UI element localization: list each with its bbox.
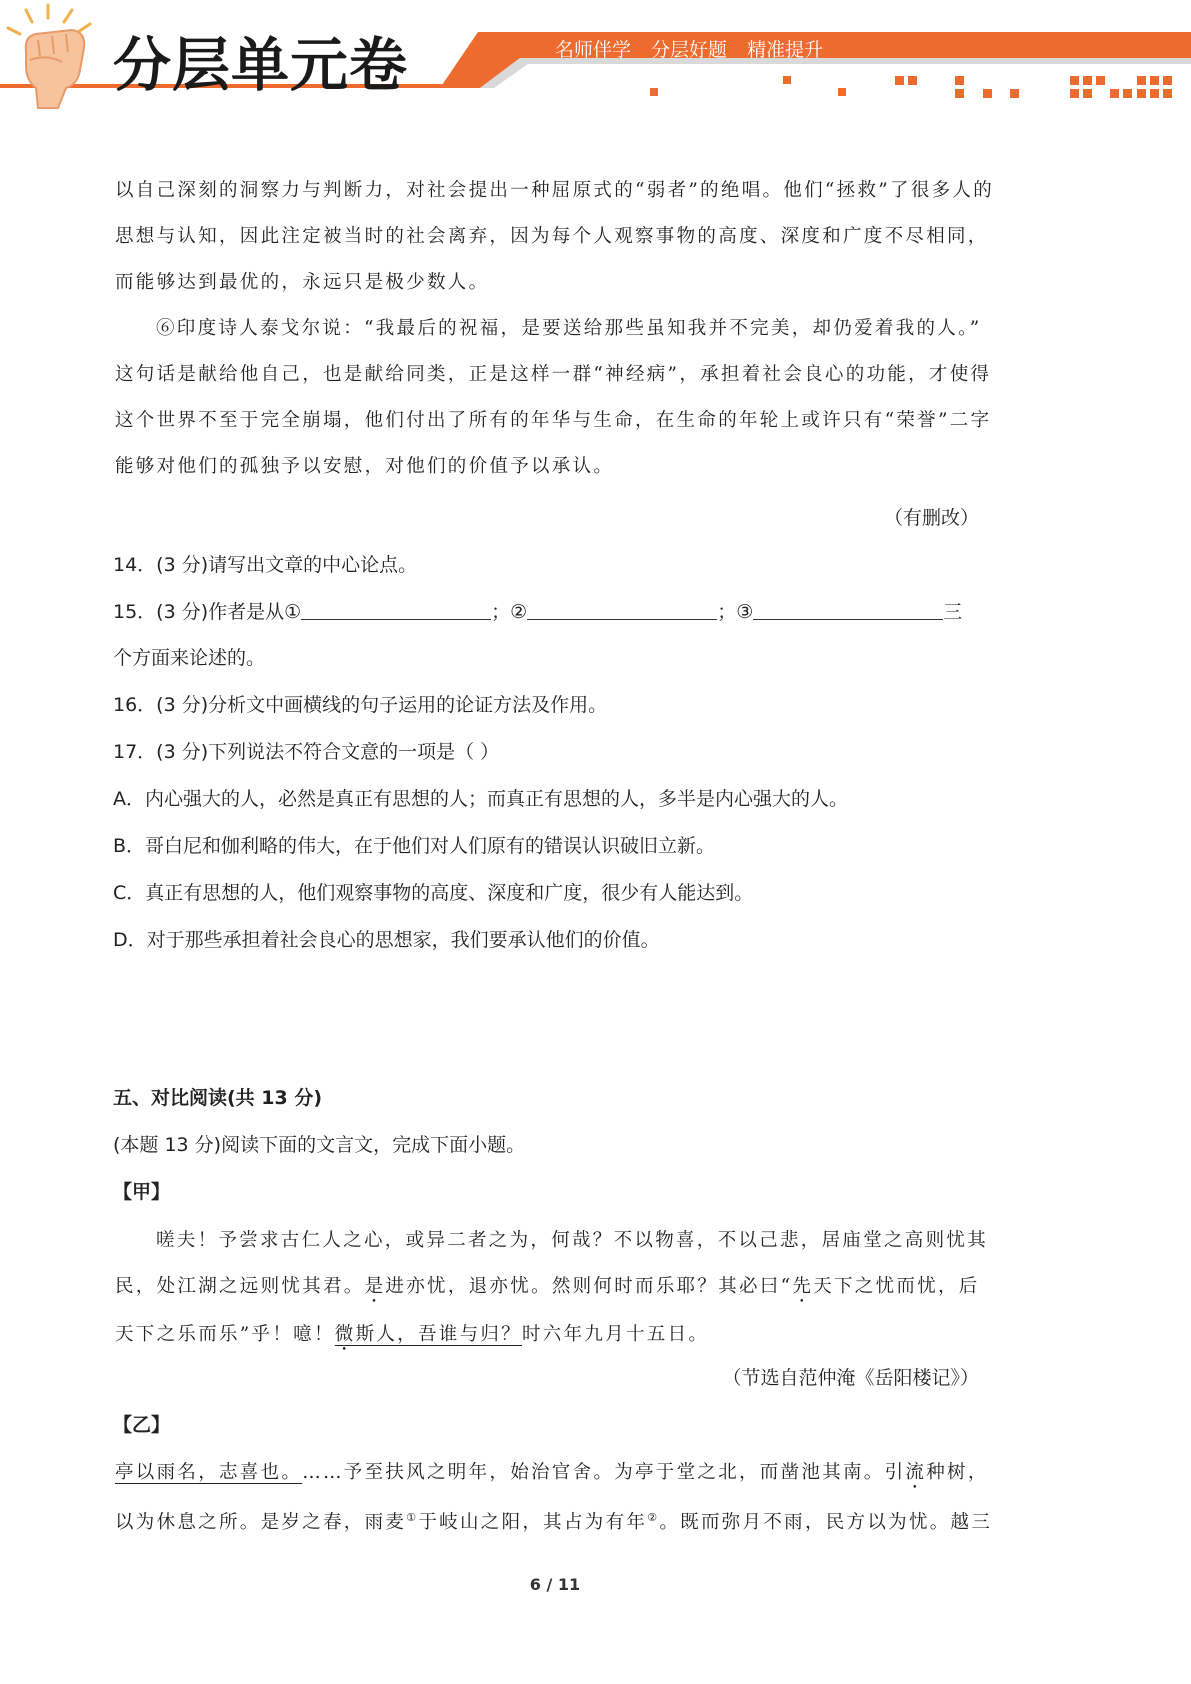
- section-heading: 五、对比阅读(共 13 分): [113, 1087, 323, 1109]
- label-jia: 【甲】: [113, 1181, 171, 1203]
- answer-blank-2[interactable]: [527, 601, 717, 620]
- underlined-sentence: 斯人，吾谁与归？: [355, 1324, 522, 1345]
- question-16: 16．(3 分)分析文中画横线的句子运用的论证方法及作用。: [113, 694, 608, 716]
- edit-note: （有删改）: [883, 507, 979, 529]
- question-17: 17．(3 分)下列说法不符合文意的一项是（ ）: [113, 741, 500, 763]
- page-number: 6 / 11: [529, 1575, 581, 1594]
- page-header: [0, 0, 1191, 120]
- passage-line: 而能够达到最优的，永远只是极少数人。: [115, 272, 490, 293]
- header-slogan: 名师伴学 分层好题 精准提升: [555, 39, 824, 61]
- text-run: 于岐山之阳，其占为有年: [418, 1512, 648, 1533]
- text-run: 以为休息之所。是岁之春，雨麦: [115, 1512, 407, 1533]
- label-yi: 【乙】: [113, 1414, 171, 1436]
- underlined-dotted-char: 微: [334, 1324, 356, 1345]
- footnote-mark[interactable]: ②: [647, 1510, 660, 1524]
- jia-line: [115, 1272, 995, 1307]
- text-run: 民，处江湖之远则忧其君。: [115, 1276, 365, 1297]
- answer-blank-1[interactable]: [301, 601, 491, 620]
- passage-line: 以自己深刻的洞察力与判断力，对社会提出一种屈原式的“弱者”的绝唱。他们“拯救”了很多人的: [115, 180, 995, 201]
- q15-part: 三: [943, 601, 963, 623]
- option-a: A．内心强大的人，必然是真正有思想的人；而真正有思想的人，多半是内心强大的人。: [113, 788, 848, 810]
- passage-line: 这个世界不至于完全崩塌，他们付出了所有的年华与生命，在生命的年轮上或许只有“荣誉”二字: [115, 410, 992, 431]
- text-run: 时六年九月十五日。: [521, 1324, 710, 1345]
- question-14: 14．(3 分)请写出文章的中心论点。: [113, 554, 418, 576]
- option-b: B．哥白尼和伽利略的伟大，在于他们对人们原有的错误认识破旧立新。: [113, 835, 716, 857]
- option-d: D．对于那些承担着社会良心的思想家，我们要承认他们的价值。: [113, 929, 660, 951]
- question-15-cont: 个方面来论述的。: [113, 647, 266, 669]
- passage-line: 思想与认知，因此注定被当时的社会离弃，因为每个人观察事物的高度、深度和广度不尽相同，: [115, 226, 989, 247]
- yi-line: [115, 1508, 995, 1534]
- text-run: 种树，: [926, 1462, 989, 1483]
- underlined-sentence: 亭以雨名，志喜也。: [115, 1462, 303, 1483]
- decorative-squares: [650, 76, 1172, 98]
- answer-blank-3[interactable]: [753, 601, 943, 620]
- dotted-char: 先: [792, 1276, 814, 1297]
- jia-line: [115, 1320, 995, 1355]
- q15-part: ；②: [491, 601, 528, 623]
- q15-part: 15．(3 分)作者是从①: [113, 601, 302, 623]
- text-run: ……予至扶风之明年，始治官舍。为亭于堂之北，而凿池其南。引: [302, 1462, 906, 1483]
- option-c: C．真正有思想的人，他们观察事物的高度、深度和广度，很少有人能达到。: [113, 882, 754, 904]
- text-run: 天下之忧而忧，后: [813, 1276, 980, 1297]
- text-run: 。既而弥月不雨，民方以为忧。越三: [659, 1512, 993, 1533]
- jia-source: （节选自范仲淹《岳阳楼记》）: [722, 1367, 979, 1389]
- passage-line: 能够对他们的孤独予以安慰，对他们的价值予以承认。: [115, 456, 615, 477]
- dotted-char: 是: [364, 1276, 386, 1297]
- jia-line: 嗟夫！予尝求古仁人之心，或异二者之为，何哉？不以物喜，不以己悲，居庙堂之高则忧其: [156, 1230, 989, 1251]
- text-run: 进亦忧，退亦忧。然则何时而乐耶？其必曰“: [385, 1276, 793, 1297]
- q15-part: ；③: [717, 601, 754, 623]
- yi-line: [115, 1458, 995, 1493]
- text-run: 天下之乐而乐”乎！噫！: [115, 1324, 335, 1345]
- fist-icon: [8, 5, 90, 108]
- brand-title: 分层单元卷: [113, 31, 409, 99]
- dotted-char: 流: [905, 1462, 927, 1483]
- question-15: [113, 597, 962, 624]
- footnote-mark[interactable]: ①: [406, 1510, 419, 1524]
- section-intro: (本题 13 分)阅读下面的文言文，完成下面小题。: [113, 1134, 526, 1156]
- passage-line: ⑥印度诗人泰戈尔说：“我最后的祝福，是要送给那些虽知我并不完美，却仍爱着我的人。”: [156, 318, 982, 339]
- passage-line: 这句话是献给他自己，也是献给同类，正是这样一群“神经病”，承担着社会良心的功能，才使得: [115, 364, 992, 385]
